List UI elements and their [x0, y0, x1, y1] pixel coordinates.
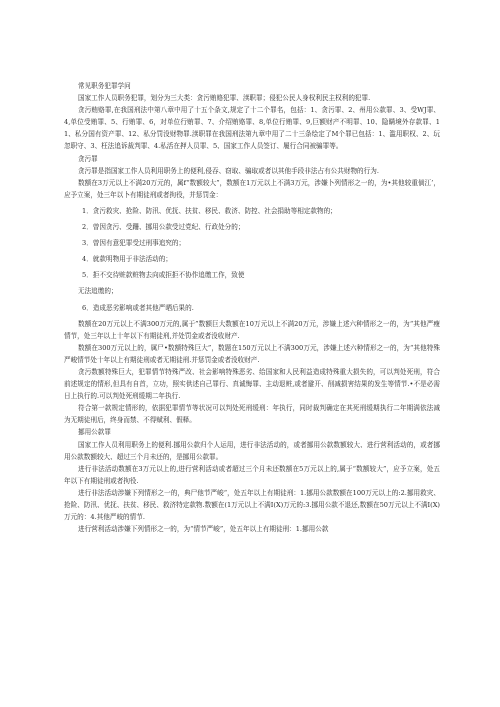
section-heading: 挪用公款罪	[78, 428, 111, 437]
paragraph: 国家工作人员利用职务上的便利.挪用公款归个人运用，进行非法活动的，或者挪用公款数额较大、进行营利活动的，或者挪用公款数额较大、超过三个月未还的，是挪用公款罪。	[64, 440, 440, 461]
paragraph: 进行非法活动涉嫌下列情形之一的，典尸他节严峻“，处五年以上有期徒刑：1.挪用公款数额在100万元以上的:2.挪用救灾、抢险、防汛、优抚、扶贫、移民、救济特定款物.数额在(1万元以上不满I(X)万元的:3.挪用公款不退还,数额在50万元以上不满I(X)万元的：4.其他严岐的情节.	[64, 488, 440, 522]
list-item: 4．就款明物用于非法活动的；	[82, 255, 172, 264]
paragraph: 符合第一款规定情形的，依据犯罪情节等状况可以判处死刑缓刑：年执行，同时裁判确定在其死刑缓期执行二年期满依法减为无期徒刑后，终身而禁、不得赋利、假释。	[64, 404, 440, 425]
document-title: 常见职务犯罪学问	[78, 82, 131, 90]
paragraph: 进行营利活动涉嫌下列情形之一的，为“情节严峻”，处五年以上有期徒刑：1.挪用公款	[78, 525, 329, 534]
paragraph: 数额在300万元以上的，属尸•数额特殊巨大”，数题在150万元以上不满300万元，涉嫌上述六种情形之一的，为“其他特殊严峻情节处十年以上有期徒刑或者无期徒刑.并惩罚金或者没收财产.	[64, 343, 440, 364]
paragraph: 国家工作人员职务犯罪，划分为三大类：贪污贿赂犯罪、渎职罪；侵犯公民人身权利民主权利的犯罪.	[78, 94, 371, 103]
paragraph: 贪污贿赂罪,在我国刑法中第八章中用了十五个条文,规定了十二个罪名，包括：1、贪污罪、2、州用公款罪、3、受WJ罪、4,单位受贿罪、5、行贿罪、6，对单位行贿罪、7、介绍贿赂罪、8,单位行贿罪、9,巨额财产不明罪、10、隐瞒境外存款罪、11、私分国有资产罪、12、私分罚没财物罪.渎职罪在我国刑法第九章中用了二十三条绘定了M个罪已包括：1、滥用职权、2、玩忽职守、3、枉法追诉裁判罪、4.私活在押人员罪、5、国家工作人员签订、履行合同被骗罪等。	[64, 106, 440, 151]
paragraph: 贪污罪是指国家工作人员利用职务上的便利,侵吞、窃取、骗取或者以其他手段非法占有公共财物的行为.	[78, 166, 379, 175]
paragraph: 数额在3万元以上不满20万元的，属f“数额较大”，数额在1万元以上不满3万元，涉嫌卜列情形之一的，为•其他较重倘江’，应予立案，处三年以卜有期徒刑或者拘役，并惩罚金：	[64, 178, 440, 199]
paragraph: 进行非法活动数额在3万元以上的,进行营利活动或者超过三个月未还数额在5万元以上的,属于“数额较大”，应予立案，处五年以下有期徒刑或者拘役.	[64, 464, 440, 485]
paragraph: 无法追缴的；	[78, 287, 118, 296]
list-item: 6．造成恶劣影响或者其他严晒后果的.	[82, 303, 194, 312]
list-item: 2．曾因贪污、受跚、挪用公款受过党纪、行政处分的；	[82, 223, 245, 232]
list-item: 5．拒不交待赃款赃物去向或拒拒不协作追缴工作，致使	[82, 271, 245, 280]
list-item: 1．贪污救灾、抢险、防汛、优抚、扶贫、移民、救济、防控、社会捐助等相定款物的；	[82, 206, 337, 215]
paragraph: 贪污数额特殊巨大，犯罪情节特殊严改、社会影响特殊恶劣、给国家和人民利益造成特殊重大损失的，可以判处死刑，符合前述规定的情形,但具有自首，立功，照实供述自己罪行、真诚悔罪、主动退赃,或者避开、削减损害结果的发生等情节.•不是必需日上执行的.可以判处死刑缓期二年执行.	[64, 367, 440, 401]
paragraph: 数额在20万元以上不满300万元的,属于”数额巨大数额在10万元以上不满20万元，涉嫌上述六种情形之一的，为“其他严瘦情节，处三年以上十年以下有期徒刑,并处罚金或者没收财产.	[64, 319, 440, 340]
list-item: 3．曾因有意犯罪受过刑事追究的；	[82, 239, 186, 248]
section-heading: 贪污罪	[78, 154, 98, 163]
